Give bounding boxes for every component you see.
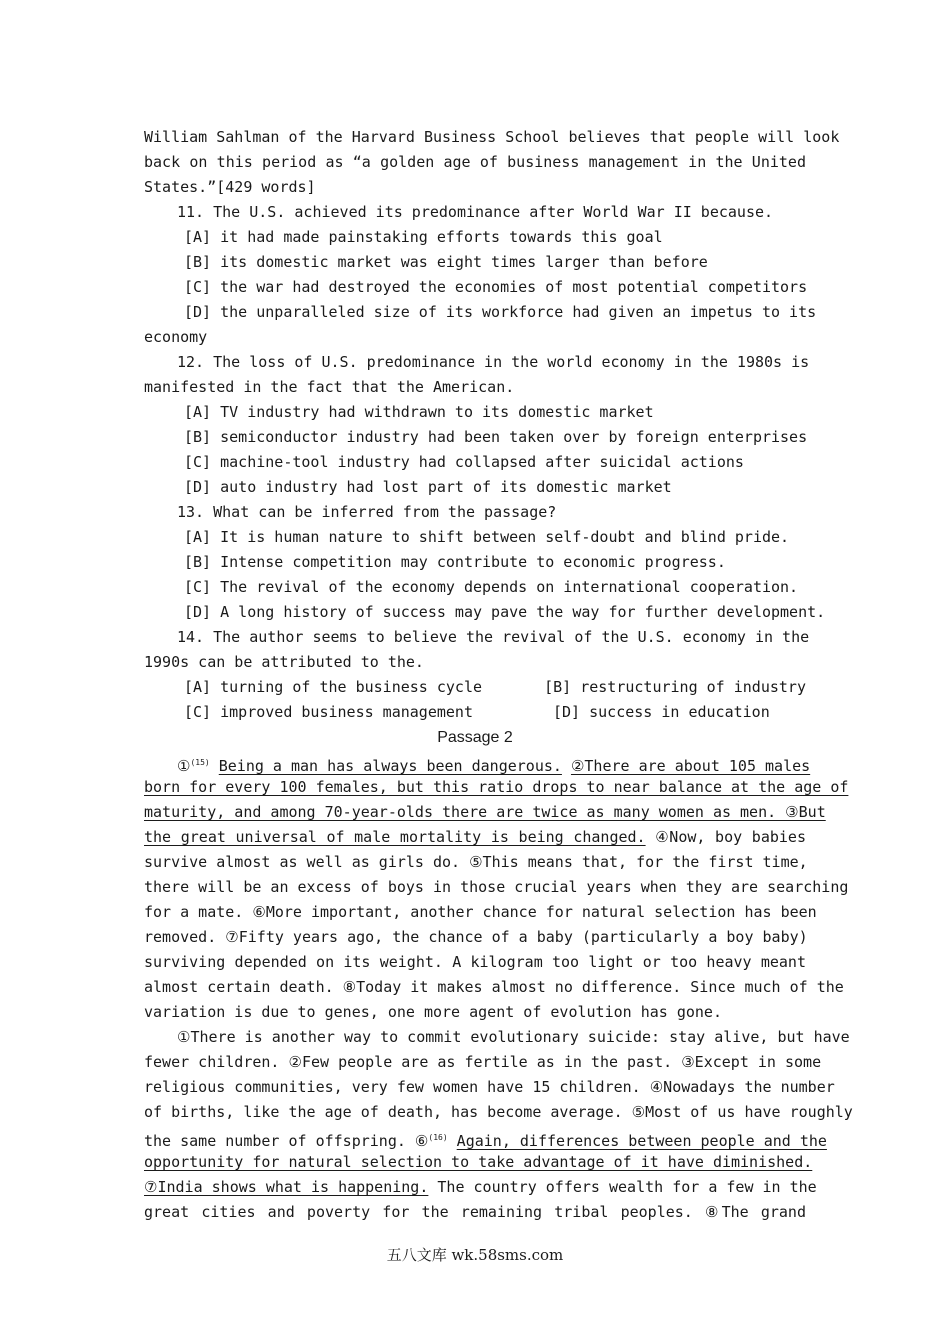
question-13 <box>144 500 826 625</box>
text-line: almost certain death. ⑧Today it makes almost no difference. Since much of the <box>144 978 844 996</box>
underlined-text: the great universal of male mortality is being changed. <box>144 828 646 846</box>
question-stem: 12. The loss of U.S. predominance in the world economy in the 1980s is <box>177 353 810 371</box>
option-c: [C] improved business management <box>184 703 473 721</box>
underlined-text: Being a man has always been dangerous. <box>218 757 562 775</box>
text-line: removed. ⑦Fifty years ago, the chance of a baby (particularly a boy baby) <box>144 928 808 946</box>
option-c: [C] The revival of the economy depends on international cooperation. <box>184 578 799 596</box>
text-line: for a mate. ⑥More important, another chance for natural selection has been <box>144 903 817 921</box>
option-d: [D] success in education <box>553 703 770 721</box>
option-d: [D] A long history of success may pave the way for further development. <box>184 603 826 621</box>
question-stem: 14. The author seems to believe the revival of the U.S. economy in the <box>177 628 810 646</box>
text-line <box>144 1150 813 1175</box>
option-d-continued: economy <box>144 328 208 346</box>
underlined-text: ⑦India shows what is happening. <box>144 1178 429 1196</box>
footnote-marker: (15) <box>190 758 210 767</box>
question-stem: 11. The U.S. achieved its predominance after World War II because. <box>177 203 774 221</box>
option-c: [C] the war had destroyed the economies of most potential competitors <box>184 278 808 296</box>
underlined-text: born for every 100 females, but this ratio drops to near balance at the age of <box>144 778 849 796</box>
text-line: fewer children. ②Few people are as fertile as in the past. ③Except in some <box>144 1053 822 1071</box>
option-a: [A] it had made painstaking efforts towards this goal <box>184 228 663 246</box>
option-b: [B] Intense competition may contribute to economic progress. <box>184 553 726 571</box>
text-line: William Sahlman of the Harvard Business School believes that people will look <box>144 128 840 146</box>
underlined-text: maturity, and among 70-year-olds there are twice as many women as men. ③But <box>144 803 826 821</box>
text-line <box>144 775 849 800</box>
text-line: variation is due to genes, one more agent of evolution has gone. <box>144 1003 722 1021</box>
text-line <box>144 800 826 825</box>
passage-title: Passage 2 <box>437 729 513 746</box>
passage2-paragraph-2 <box>144 1025 853 1225</box>
text-line: of births, like the age of death, has become average. ⑤Most of us have roughly <box>144 1103 853 1121</box>
question-stem-continued: 1990s can be attributed to the. <box>144 653 424 671</box>
document-body <box>144 125 853 1225</box>
text-line: religious communities, very few women have 15 children. ④Nowadays the number <box>144 1078 835 1096</box>
text-line: great cities and poverty for the remaining tribal peoples. ⑧The grand <box>144 1203 806 1221</box>
option-b: [B] semiconductor industry had been taken over by foreign enterprises <box>184 428 808 446</box>
options-row-1 <box>144 675 806 700</box>
text-line: back on this period as “a golden age of business management in the United <box>144 153 806 171</box>
page-footer: 五八文库 wk.58sms.com <box>386 1246 564 1264</box>
question-14 <box>144 625 810 725</box>
circled-number: ① <box>177 757 191 775</box>
question-stem-continued: manifested in the fact that the American. <box>144 378 515 396</box>
option-a: [A] turning of the business cycle <box>184 678 483 696</box>
text-line: survive almost as well as girls do. ⑤This means that, for the first time, <box>144 853 808 871</box>
plain-text: The country offers wealth for a few in the <box>428 1178 817 1196</box>
text-line <box>144 1125 827 1150</box>
underlined-text: Again, differences between people and the <box>456 1132 827 1150</box>
option-d: [D] auto industry had lost part of its domestic market <box>184 478 672 496</box>
option-a: [A] It is human nature to shift between self-doubt and blind pride. <box>184 528 790 546</box>
text-line: surviving depended on its weight. A kilogram too light or too heavy meant <box>144 953 806 971</box>
passage2-paragraph-1 <box>144 750 849 1025</box>
footnote-marker: (16) <box>428 1133 448 1142</box>
question-12 <box>144 350 810 500</box>
text-line: there will be an excess of boys in those crucial years when they are searching <box>144 878 849 896</box>
plain-text: the same number of offspring. ⑥ <box>144 1132 429 1150</box>
intro-paragraph <box>144 125 840 200</box>
text-line <box>144 750 811 775</box>
question-stem: 13. What can be inferred from the passage? <box>177 503 557 521</box>
text-line <box>144 1175 817 1200</box>
option-d: [D] the unparalleled size of its workforce had given an impetus to its <box>184 303 817 321</box>
option-c: [C] machine-tool industry had collapsed after suicidal actions <box>184 453 744 471</box>
text-line <box>144 825 806 850</box>
underlined-text: opportunity for natural selection to take advantage of it have diminished. <box>144 1153 813 1171</box>
option-a: [A] TV industry had withdrawn to its domestic market <box>184 403 654 421</box>
plain-text: ④Now, boy babies <box>645 828 806 846</box>
options-row-2 <box>144 700 806 725</box>
underlined-text: ②There are about 105 males <box>570 757 811 775</box>
question-11 <box>144 200 817 350</box>
option-b: [B] its domestic market was eight times larger than before <box>184 253 708 271</box>
text-line: States.”[429 words] <box>144 178 316 196</box>
text-line: ①There is another way to commit evolutionary suicide: stay alive, but have <box>177 1028 850 1046</box>
option-b: [B] restructuring of industry <box>544 678 806 696</box>
